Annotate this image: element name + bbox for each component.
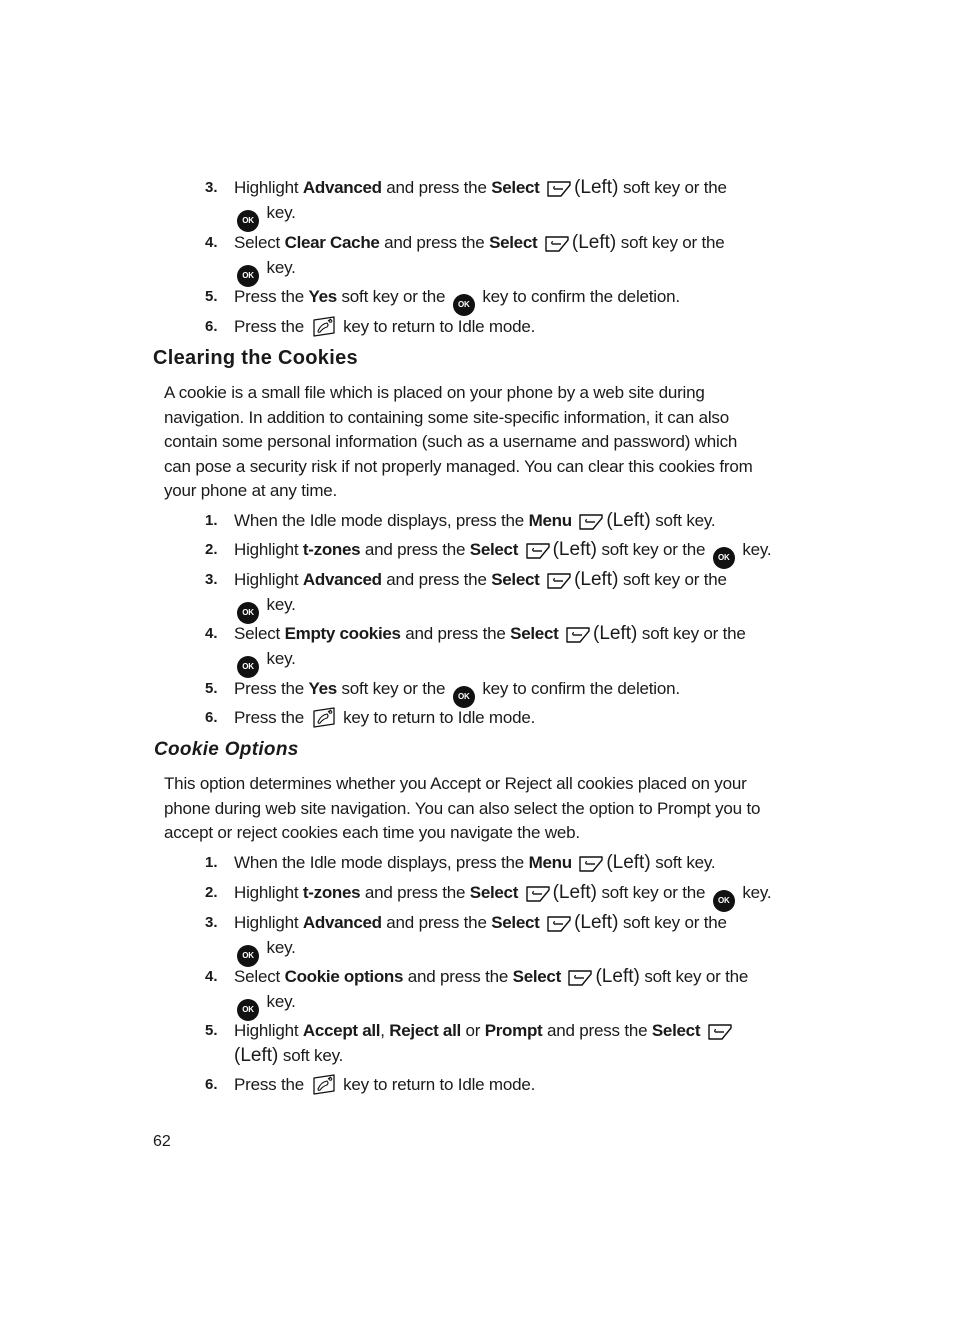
ok-key-icon: OK: [237, 265, 259, 287]
page-number: 62: [153, 1133, 171, 1150]
ok-key-icon: OK: [237, 999, 259, 1021]
section-heading-clearing-cookies: Clearing the Cookies: [153, 347, 358, 369]
step-number: 5.: [205, 680, 218, 697]
step-number: 3.: [205, 914, 218, 931]
section-paragraph: This option determines whether you Accept or Reject all cookies placed on your phone during web site navigation. You can also select the option to Prompt you to accept or reject cookies each time you navigate the web.: [164, 774, 761, 842]
end-key-icon: [311, 315, 337, 337]
left-softkey-icon: [565, 624, 591, 644]
ok-key-icon: OK: [453, 686, 475, 708]
ok-key-icon: OK: [237, 210, 259, 232]
left-softkey-icon: [525, 883, 551, 903]
step-number: 3.: [205, 571, 218, 588]
left-softkey-icon: [544, 233, 570, 253]
step-number: 1.: [205, 854, 218, 871]
left-softkey-icon: [525, 540, 551, 560]
left-softkey-icon: [707, 1021, 733, 1041]
ok-key-icon: OK: [713, 890, 735, 912]
section-paragraph: A cookie is a small file which is placed on your phone by a web site during navigation. In addition to containing some site-specific information, it can also contain some personal information (such as a username and password) which can pose a security risk if not properly managed. You can clear this cookies from your phone at any time.: [164, 383, 753, 500]
step-number: 6.: [205, 709, 218, 726]
menu-item-advanced: Advanced: [302, 178, 382, 197]
step-number: 3.: [205, 179, 218, 196]
left-softkey-icon: [578, 853, 604, 873]
manual-page: 3. Highlight Advanced and press the Select (Left) soft key or the OK key. 4. Select Clear Cache and press the Select (Left) soft key or the OK key. 5. Press the Yes soft key or the OK key to confirm the deletion. 6. Press the key to return to Idle mode. Clearing the Cookies A cookie is a small file which is placed on your phone by a web site during navigation. In addition to containing some site-specific information, it can also contain some personal information (such as a username and password) which can pose a security risk if not properly managed. You can clear this cookies from your phone at any time. 1. When the Idle mode displays, press the Menu (Left) soft key. 2. Highlight t-zones and press the Select (Left) soft key or the OK key. 3. Highlight Advanced and press the Select (Left) soft key or the OK key. 4. Select Empty cookies and press the Select (Left) soft key or the OK key. 5. Press the Yes soft key or the OK key to confirm the deletion. 6. Press the key to return to Idle mode. Cookie Options This option determines whether you Accept or Reject all cookies placed on your phone during web site navigation. You can also select the option to Prompt you to accept or reject cookies each time you navigate the web. 1. When the Idle mode displays, press the Menu (Left) soft key. 2. Highlight t-zones and press the Select (Left) soft key or the OK key. 3. Highlight Advanced and press the Select (Left) soft key or the OK key. 4. Select Cookie options and press the Select (Left) soft key or the OK key. 5. Highlight Accept all, Reject all or Prompt and press the Select (Left) soft key. 6. Press the key to return to Idle mode. 62: [153, 177, 772, 1150]
step-number: 4.: [205, 968, 218, 985]
left-softkey-icon: [567, 967, 593, 987]
step-number: 6.: [205, 1076, 218, 1093]
step-number: 5.: [205, 288, 218, 305]
end-key-icon: [311, 706, 337, 728]
menu-item-clear-cache: Clear Cache: [284, 233, 380, 252]
step-number: 1.: [205, 512, 218, 529]
left-softkey-icon: [578, 511, 604, 531]
section-heading-cookie-options: Cookie Options: [154, 739, 299, 760]
step-number: 4.: [205, 625, 218, 642]
ok-key-icon: OK: [713, 547, 735, 569]
left-softkey-icon: [546, 913, 572, 933]
step-number: 2.: [205, 541, 218, 558]
ok-key-icon: OK: [237, 945, 259, 967]
left-softkey-icon: [546, 178, 572, 198]
end-key-icon: [311, 1073, 337, 1095]
step-number: 2.: [205, 884, 218, 901]
left-softkey-icon: [546, 570, 572, 590]
ok-key-icon: OK: [237, 656, 259, 678]
step-number: 6.: [205, 318, 218, 335]
select-key-label: Select: [491, 178, 540, 197]
step-number: 5.: [205, 1022, 218, 1039]
ok-key-icon: OK: [237, 602, 259, 624]
step-number: 4.: [205, 234, 218, 251]
ok-key-icon: OK: [453, 294, 475, 316]
